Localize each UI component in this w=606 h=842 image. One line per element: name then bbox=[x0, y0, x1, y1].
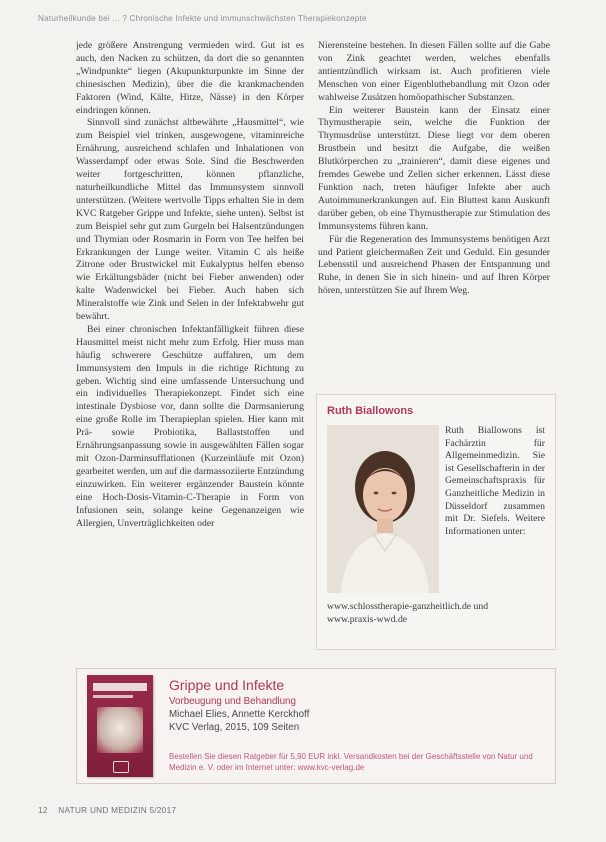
book-subtitle: Vorbeugung und Behandlung bbox=[169, 696, 296, 707]
article-paragraph: Nierensteine bestehen. In diesen Fällen sollte auf die Gabe von Zink geachtet werden, welches ebenfalls antientzündlich wirksam ist. Auch profitieren viele Menschen von einer Eigenbluthebandlung mit Ozon oder wahlweise Zusätzen homöopathischer Substanzen. bbox=[318, 40, 550, 103]
article-paragraph: jede größere Anstrengung vermieden wird. Gut ist es auch, den Nacken zu schützen, da dort die so genannten „Windpunkte“ liegen (Akupunkturpunkte im Sinne der chinesischen Medizin), über die die krankmachenden Faktoren (Wind, Kälte, Hitze, Nässe) in den Körper eindringen können. bbox=[76, 40, 304, 116]
book-order-info: Bestellen Sie diesen Ratgeber für 5,90 EUR inkl. Versandkosten bei der Geschäftsstelle von Natur und Medizin e. V. oder im Internet unter: www.kvc-verlag.de bbox=[169, 752, 533, 772]
publication-name: NATUR UND MEDIZIN 5/2017 bbox=[58, 806, 177, 815]
page-number: 12 bbox=[38, 806, 48, 815]
author-name: Ruth Biallowons bbox=[327, 405, 414, 417]
author-links bbox=[327, 601, 545, 626]
author-photo bbox=[327, 425, 439, 593]
article-paragraph: Für die Regeneration des Immunsystems benötigen Arzt und Patient gleichermaßen Zeit und Geduld. Ein gesunder Lebensstil und ausreichend Phasen der Entspannung und Ruhe, in denen Sie in sich hinein- und auf Ihren Körper hören, unterstützen Sie auf Ihrem Weg. bbox=[318, 233, 550, 297]
author-bio: Ruth Biallowons ist Fachärztin für Allgemeinmedizin. Sie ist Gesellschafterin in der Gemeinschaftspraxis für Ganzheitliche Medizin in Düsseldorf zusammen mit Dr. Siefels. Weitere Informationen unter: bbox=[445, 425, 545, 537]
author-website-link[interactable]: www.schlosstherapie-ganzheitlich.de und bbox=[327, 601, 489, 612]
author-website-link[interactable]: www.praxis-wwd.de bbox=[327, 613, 408, 625]
book-publisher: KVC Verlag, 2015, 109 Seiten bbox=[169, 722, 300, 733]
book-advertisement bbox=[76, 668, 556, 784]
book-authors: Michael Elies, Annette Kerckhoff bbox=[169, 709, 310, 720]
book-cover-image bbox=[87, 675, 153, 777]
author-portrait-image bbox=[327, 425, 439, 593]
article-left-column bbox=[76, 40, 304, 654]
article-right-column bbox=[318, 40, 550, 370]
book-title: Grippe und Infekte bbox=[169, 677, 285, 693]
page-footer bbox=[38, 806, 176, 815]
article-paragraph: Sinnvoll sind zunächst altbewährte „Hausmittel“, wie zum Beispiel viel trinken, ausgewogene, vitaminreiche Ernährung, ausreichend schlafen und Inhalationen von Wasserdampf oder etwas Sole. Sind die Beschwerden weiter fortgeschritten, können pflanzliche, naturheilkundliche Mittel das Immunsystem sinnvoll unterstützen. (Weitere wertvolle Tipps erhalten Sie in dem KVC Ratgeber Grippe und Infekte, siehe unten). Selbst ist zum Beispiel sehr gut zum Gurgeln bei Halsentzündungen und Thymian oder Rosmarin in Form von Tee helfen bei Erkrankungen der Lunge weiter. Vitamin C als heiße Zitrone oder Brustwickel mit Eukalyptus helfen ebenso wie Erkältungsbäder (nicht bei Fieber anwenden) oder kalte Wadenwickel bei Fieber. Auch haben sich Mineralstoffe wie Zink und Selen in der Infektabwehr gut bewährt. bbox=[76, 117, 304, 323]
article-paragraph: Bei einer chronischen Infektanfälligkeit führen diese Hausmittel meist nicht mehr zum Erfolg. Hier muss man häufig schwerere Geschütze auffahren, um dem Immunsystem den Impuls in die richtige Richtung zu geben. Wichtig sind eine umfassende Untersuchung und ein individuelles Therapiekonzept. Findet sich eine intestinale Dysbiose vor, dann sollte die Darmsanierung eine große Rolle im Therapieplan spielen. Hier kann mit Prä- sowie Probiotika, Ballaststoffen und Ernährungsanpassung sowie in ausgewählten Fällen sogar mit Ozon-Darminsufflationen (Kurzeinläufe mit Ozon) gearbeitet werden, um auf die darmassoziierte Entzündung einzuwirken. Ein weiterer ergänzender Baustein könnte eine Hoch-Dosis-Vitamin-C-Therapie in Form von Infusionen sein, solange keine Gegenanzeigen wie Allergien, Unverträglichkeiten oder bbox=[76, 323, 304, 529]
running-header: Naturheilkunde bei ... ? Chronische Infekte und immunschwächsten Therapiekonzepte bbox=[38, 14, 367, 23]
author-box bbox=[316, 394, 556, 650]
article-paragraph: Ein weiterer Baustein kann der Einsatz einer Thymustherapie sein, welche die Funktion der Thymusdrüse unterstützt. Diese liegt vor dem oberen Brustbein und besitzt die Aufgabe, die weißen Blutkörperchen zu „trainieren“, damit diese eigenes und fremdes Gewebe und Zellen sicher erkennen. Lässt diese Funktion nach, treten häufiger Infekte aber auch Autoimmunerkrankungen auf. Ein Bluttest kann Auskunft darüber geben, ob eine Thymustherapie zur Stimulation des Immunsystems führen kann. bbox=[318, 104, 550, 232]
